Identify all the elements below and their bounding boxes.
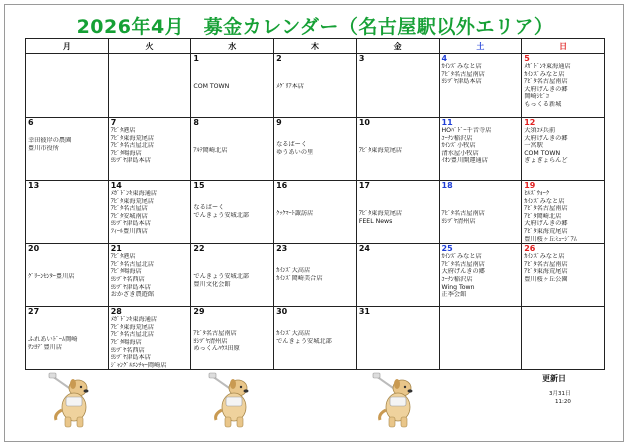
day-cell bbox=[191, 181, 274, 244]
event-location: ｱﾋﾟﾀ東海荒尾店 bbox=[110, 197, 155, 205]
event-location: ｱﾋﾟﾀ東海荒尾店 bbox=[358, 210, 403, 217]
event-location: COM TOWN bbox=[193, 83, 230, 90]
guide-dog-icon bbox=[46, 370, 94, 430]
event-location: ｶｲﾝｽﾞみなと店 bbox=[524, 70, 565, 78]
day-cell bbox=[356, 244, 439, 307]
event-location: ふれあいﾄﾞｰﾑ岡崎 bbox=[28, 336, 78, 344]
event-location: ｱﾋﾟﾀ港店 bbox=[110, 253, 136, 261]
event-location: ﾒｶﾞﾄﾞﾝｷ東海通店 bbox=[110, 190, 158, 197]
day-number: 2 bbox=[276, 54, 282, 63]
day-cell bbox=[26, 244, 109, 307]
day-cell bbox=[522, 54, 605, 118]
event-location: ﾒｶﾞﾄﾞﾝｷ東海通店 bbox=[524, 63, 571, 70]
day-cell bbox=[356, 54, 439, 118]
day-number: 27 bbox=[28, 307, 40, 317]
event-location: ﾖｼﾂﾞﾔ津島本店 bbox=[441, 78, 482, 86]
event-location: ﾒｶﾞﾄﾞﾝｷ東海通店 bbox=[110, 316, 158, 324]
day-cell bbox=[191, 118, 274, 181]
event-list bbox=[440, 253, 522, 299]
event-location: ｶｲﾝｽﾞみなと店 bbox=[441, 63, 482, 70]
event-location: ｶｲﾝｽﾞ大高店 bbox=[276, 267, 311, 275]
event-list bbox=[26, 316, 108, 351]
event-list bbox=[191, 190, 273, 219]
event-list bbox=[191, 253, 273, 288]
event-location: おかざき農遊館 bbox=[110, 291, 155, 299]
event-location: ﾖｼﾂﾞﾔ津島本店 bbox=[110, 157, 151, 165]
guide-dog-icon bbox=[370, 370, 418, 430]
event-list bbox=[109, 127, 191, 165]
event-location: ﾖｼﾂﾞﾔ名西店 bbox=[110, 275, 145, 283]
week-row bbox=[26, 244, 605, 307]
event-location: ｱﾋﾟﾀ名古屋北店 bbox=[110, 260, 155, 268]
day-cell bbox=[274, 307, 357, 370]
event-list bbox=[522, 190, 604, 243]
event-list bbox=[440, 190, 522, 225]
weekday-header-row bbox=[26, 39, 605, 54]
event-location: ｼﾞｬﾝｸﾞﾙｴﾝﾁｬｰ岡崎店 bbox=[110, 361, 167, 369]
day-cell bbox=[26, 118, 109, 181]
event-location: ｱﾋﾟﾀ岡崎北店 bbox=[524, 212, 562, 220]
event-location: COM TOWN bbox=[524, 149, 561, 157]
day-cell bbox=[191, 54, 274, 118]
day-cell bbox=[274, 54, 357, 118]
event-location: ﾖｼﾂﾞﾔ清州店 bbox=[441, 217, 476, 225]
week-row bbox=[26, 307, 605, 370]
event-location: なるぱーく bbox=[276, 141, 308, 148]
event-list bbox=[440, 127, 522, 165]
event-location: Wing Town bbox=[441, 283, 475, 291]
event-list bbox=[191, 316, 273, 353]
event-location: でんきょう安城北部 bbox=[193, 211, 250, 219]
day-cell bbox=[274, 181, 357, 244]
day-cell bbox=[356, 181, 439, 244]
event-location: ゆうあいの里 bbox=[276, 148, 314, 156]
event-list bbox=[357, 127, 439, 155]
event-location: 正季会館 bbox=[441, 291, 467, 299]
event-location: ｱﾋﾟﾀ東海荒尾店 bbox=[110, 134, 155, 142]
event-location: ﾒｸﾞﾘｱ本店 bbox=[276, 83, 304, 90]
day-cell bbox=[439, 181, 522, 244]
updated-date: 3月31日 bbox=[549, 391, 571, 397]
day-cell bbox=[439, 244, 522, 307]
day-number: 11 bbox=[441, 118, 453, 127]
calendar-grid bbox=[25, 38, 605, 370]
day-cell bbox=[356, 118, 439, 181]
day-number: 6 bbox=[28, 118, 34, 127]
event-location: 幸田彼岸の農園 bbox=[28, 137, 72, 144]
weekday-sat: 土 bbox=[439, 39, 522, 54]
day-number: 28 bbox=[110, 307, 122, 317]
day-number: 15 bbox=[193, 181, 205, 190]
event-location: ｱﾋﾟﾀ鳴海店 bbox=[110, 268, 142, 276]
event-location: ｱﾋﾟﾀ鳴海店 bbox=[110, 149, 142, 157]
event-list bbox=[522, 63, 604, 109]
day-number: 19 bbox=[524, 181, 536, 190]
event-list bbox=[522, 253, 604, 283]
weekday-fri: 金 bbox=[356, 39, 439, 54]
day-number: 29 bbox=[193, 307, 205, 317]
event-location: ｱﾋﾟﾀ名古屋南店 bbox=[193, 330, 237, 338]
event-location: なるぱーく bbox=[193, 204, 225, 211]
guide-dog-icon bbox=[206, 370, 254, 430]
event-location: ｱﾋﾟﾀ名古屋南店 bbox=[441, 260, 485, 268]
event-location: ｱﾋﾟﾀ名古屋南店 bbox=[524, 78, 568, 86]
day-number: 14 bbox=[110, 181, 122, 190]
day-number: 24 bbox=[358, 244, 370, 254]
event-location: ｱﾋﾟﾀ名古屋南店 bbox=[441, 210, 485, 217]
day-cell bbox=[26, 307, 109, 370]
event-location: ｶｲﾝｽﾞみなと店 bbox=[441, 253, 482, 261]
event-location: ｱﾋﾟﾀ鳴海店 bbox=[110, 338, 142, 346]
day-cell bbox=[108, 244, 191, 307]
event-location: ｱﾋﾟﾀ名古屋北店 bbox=[110, 331, 155, 339]
event-location: ｶｲﾝｽﾞみなと店 bbox=[524, 197, 565, 205]
day-number: 31 bbox=[358, 307, 370, 317]
day-cell bbox=[108, 54, 191, 118]
day-number: 25 bbox=[441, 244, 453, 254]
event-location: 一宮駅 bbox=[524, 142, 543, 150]
event-location: ｶｲﾝｽﾞみなと店 bbox=[524, 253, 565, 261]
day-number: 8 bbox=[193, 118, 199, 127]
event-location: ｱﾋﾟﾀ東海荒尾店 bbox=[524, 227, 568, 235]
day-number: 4 bbox=[441, 54, 448, 63]
event-location: もっくる新城 bbox=[524, 100, 562, 108]
event-location: 岡崎ｼﾋﾞｺ bbox=[524, 93, 549, 101]
event-location: ｺｰﾅﾝ稲沢店 bbox=[441, 275, 473, 283]
event-list bbox=[274, 316, 356, 345]
event-location: ｱﾋﾟﾀ名古屋南店 bbox=[524, 205, 568, 213]
event-location: ｱﾋﾟﾀ名古屋店 bbox=[110, 205, 148, 213]
day-number: 3 bbox=[358, 54, 365, 63]
event-location: ﾋﾙｽﾞｳｫｰｸ bbox=[524, 190, 549, 197]
day-number: 26 bbox=[524, 244, 536, 254]
event-list bbox=[109, 190, 191, 236]
day-cell bbox=[274, 118, 357, 181]
event-location: でんきょう安城北部 bbox=[276, 337, 332, 345]
event-list bbox=[274, 63, 356, 91]
event-list bbox=[26, 253, 108, 281]
event-location: 豊川桜ヶ丘公園 bbox=[524, 275, 568, 283]
event-location: 大府げんきの郷 bbox=[441, 268, 485, 276]
event-location: 大府げんきの郷 bbox=[524, 134, 568, 142]
event-location: ｱﾋﾟﾀ港店 bbox=[110, 127, 136, 134]
updated-label: 更新日 bbox=[542, 374, 566, 383]
day-cell bbox=[274, 244, 357, 307]
day-number: 7 bbox=[110, 118, 117, 127]
event-location: ぎょぎょらんど bbox=[524, 157, 568, 165]
day-cell bbox=[356, 307, 439, 370]
day-number: 9 bbox=[276, 118, 282, 127]
day-number: 1 bbox=[193, 54, 199, 63]
event-location: ｲｵﾝ豊川開運通店 bbox=[441, 157, 488, 165]
event-list bbox=[109, 316, 191, 369]
event-location: 大府げんきの郷 bbox=[524, 220, 568, 228]
day-cell bbox=[108, 118, 191, 181]
event-location: でんきょう安城北部 bbox=[193, 273, 250, 281]
event-location: ﾖｼﾂﾞﾔ津島本店 bbox=[110, 354, 151, 362]
event-location: 豊川文化会館 bbox=[193, 280, 231, 288]
day-cell bbox=[439, 307, 522, 370]
day-number: 17 bbox=[358, 181, 370, 190]
event-location: ﾖｼﾂﾞﾔ津島本店 bbox=[110, 220, 151, 228]
event-location: ｱﾙﾃ岡崎北店 bbox=[193, 147, 228, 154]
event-location: ﾖｼﾂﾞﾔ名西店 bbox=[110, 346, 145, 354]
day-cell bbox=[108, 181, 191, 244]
event-list bbox=[191, 63, 273, 91]
event-location: ｺｰﾅﾝ稲沢店 bbox=[441, 134, 473, 142]
day-cell bbox=[439, 54, 522, 118]
day-cell bbox=[108, 307, 191, 370]
event-location: ｶｲﾝｽﾞ岡崎美合店 bbox=[276, 274, 323, 282]
day-number: 21 bbox=[110, 244, 122, 254]
event-location: ｶｲﾝｽﾞ大高店 bbox=[276, 330, 311, 338]
event-location: ﾖｼﾂﾞﾔ清州店 bbox=[193, 337, 228, 345]
day-cell bbox=[191, 244, 274, 307]
day-number: 18 bbox=[441, 181, 453, 190]
event-location: 大府げんきの郷 bbox=[524, 85, 568, 93]
weekday-wed: 水 bbox=[191, 39, 274, 54]
event-list bbox=[440, 63, 522, 86]
day-cell bbox=[439, 118, 522, 181]
event-location: ｱﾋﾟﾀ東海荒尾店 bbox=[110, 323, 155, 331]
day-cell bbox=[26, 181, 109, 244]
event-location: めっくんﾊｳｽ田原 bbox=[193, 345, 240, 353]
event-location: 清水屋小牧店 bbox=[441, 149, 479, 157]
day-number: 16 bbox=[276, 181, 288, 190]
day-number: 13 bbox=[28, 181, 40, 190]
event-location: ｱﾋﾟﾀ安城南店 bbox=[110, 212, 148, 220]
weekday-thu: 木 bbox=[274, 39, 357, 54]
event-location: 豊川市役所 bbox=[28, 144, 59, 152]
event-list bbox=[357, 190, 439, 225]
event-location: ｻﾝﾖﾃﾞ豊川店 bbox=[28, 343, 63, 351]
event-location: ｱﾋﾟﾀ名古屋南店 bbox=[441, 70, 485, 78]
updated-time: 11:20 bbox=[555, 399, 571, 405]
event-location: 大須ｺﾒ兵前 bbox=[524, 127, 556, 134]
event-location: HOﾊﾟﾄﾞｰ千音寺店 bbox=[441, 127, 492, 134]
day-number: 10 bbox=[358, 118, 370, 127]
event-location: ｱﾋﾟﾀ東海荒尾店 bbox=[358, 147, 403, 154]
day-cell bbox=[522, 244, 605, 307]
day-cell bbox=[522, 118, 605, 181]
event-location: ｸｯｸﾏｰﾄ諏訪店 bbox=[276, 210, 314, 217]
event-list bbox=[109, 253, 191, 299]
event-location: ｱﾋﾟﾀ名古屋南店 bbox=[524, 260, 568, 268]
day-number: 5 bbox=[524, 54, 530, 63]
event-location: ｱﾋﾟﾀ名古屋北店 bbox=[110, 142, 155, 150]
weekday-tue: 火 bbox=[108, 39, 191, 54]
day-number: 30 bbox=[276, 307, 288, 317]
event-list bbox=[274, 253, 356, 282]
day-cell bbox=[191, 307, 274, 370]
event-list bbox=[26, 127, 108, 152]
weekday-mon: 月 bbox=[26, 39, 109, 54]
event-list bbox=[522, 127, 604, 165]
page-title: 2026年4月 募金カレンダー（名古屋駅以外エリア） bbox=[76, 16, 554, 38]
event-location: ﾌｨｰﾙ豊川西店 bbox=[110, 227, 148, 235]
event-location: FEEL News bbox=[358, 217, 393, 225]
day-cell bbox=[26, 54, 109, 118]
event-location: 豊川桜ヶ丘ﾐｭｰｼﾞｱﾑ bbox=[524, 235, 577, 243]
weekday-sun: 日 bbox=[522, 39, 605, 54]
week-row bbox=[26, 118, 605, 181]
day-number: 12 bbox=[524, 118, 536, 127]
day-number: 20 bbox=[28, 244, 40, 254]
week-row bbox=[26, 54, 605, 118]
event-location: ｱﾋﾟﾀ東海荒尾店 bbox=[524, 268, 568, 276]
day-cell bbox=[522, 181, 605, 244]
event-list bbox=[274, 127, 356, 156]
event-location: ﾖｼﾂﾞﾔ津島本店 bbox=[110, 283, 151, 291]
day-number: 23 bbox=[276, 244, 288, 254]
event-list bbox=[274, 190, 356, 218]
week-row bbox=[26, 181, 605, 244]
day-number: 22 bbox=[193, 244, 205, 254]
event-list bbox=[191, 127, 273, 155]
day-cell bbox=[522, 307, 605, 370]
event-location: ｶｲﾝｽﾞ小牧店 bbox=[441, 142, 476, 150]
event-location: ｸﾞﾘｰﾝｾﾝﾀｰ豊川店 bbox=[28, 273, 75, 281]
